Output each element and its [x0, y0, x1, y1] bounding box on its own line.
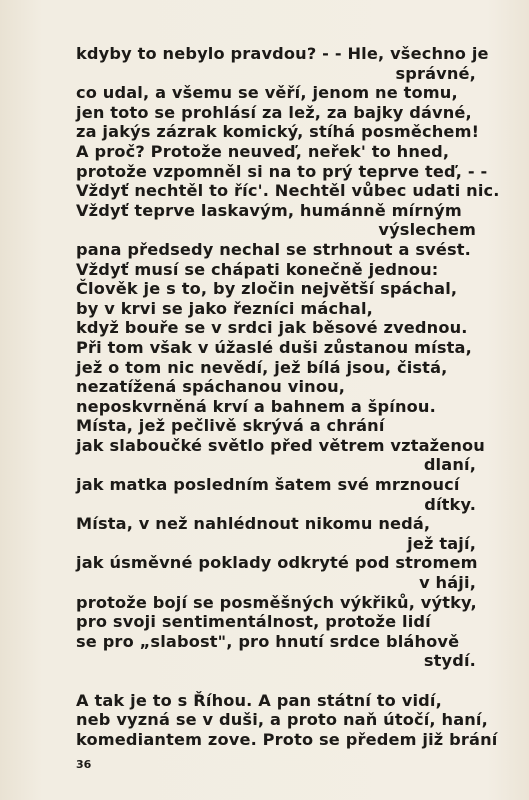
verse-line: pana předsedy nechal se strhnout a svést.: [76, 239, 471, 259]
verse-line: nezatížená spáchanou vinou,: [76, 377, 346, 397]
verse-line: pro svoji sentimentálnost, protože lidí: [76, 612, 431, 632]
stanza-2: [76, 690, 498, 750]
verse-line: Místa, jež pečlivě skrývá a chrání: [76, 416, 385, 436]
verse-line: dítky.: [424, 494, 476, 514]
verse-line: neb vyzná se v duši, a proto naň útočí, haní,: [76, 710, 488, 730]
verse-line: Člověk je s to, by zločin největší spáchal,: [76, 279, 458, 299]
verse-line: dlaní,: [423, 455, 476, 475]
verse-line: neposkvrněná krví a bahnem a špínou.: [76, 396, 436, 416]
stanza-1: [76, 44, 500, 671]
verse-line: správné,: [395, 63, 476, 83]
verse-line: Místa, v než nahlédnout nikomu nedá,: [76, 514, 431, 534]
verse-line: jež o tom nic nevědí, jež bílá jsou, čistá,: [76, 357, 448, 377]
verse-line: Vždyť teprve laskavým, humánně mírným: [76, 200, 462, 220]
verse-line: stydí.: [423, 651, 476, 671]
verse-line: Při tom však v úžaslé duši zůstanou místa,: [76, 337, 472, 357]
verse-line: Vždyť nechtěl to říc'. Nechtěl vůbec udati nic.: [76, 181, 500, 201]
page-number: 36: [76, 758, 92, 771]
verse-line: za jakýs zázrak komický, stíhá posměchem!: [76, 122, 480, 142]
verse-line: jen toto se prohlásí za lež, za bajky dávné,: [76, 102, 472, 122]
verse-line: když bouře se v srdci jak běsové zvednou.: [76, 318, 468, 338]
verse-line: protože bojí se posměšných výkřiků, výtky,: [76, 592, 477, 612]
verse-line: Vždyť musí se chápati konečně jednou:: [76, 259, 439, 279]
stanza-gap: [76, 671, 476, 691]
verse-line: jak úsměvné poklady odkryté pod stromem: [76, 553, 478, 573]
poem-text: [76, 44, 500, 749]
verse-line: se pro „slabost", pro hnutí srdce bláhově: [76, 631, 460, 651]
verse-line: kdyby to nebylo pravdou? - - Hle, všechno je: [76, 44, 489, 63]
verse-line: jak matka posledním šatem své mrznoucí: [76, 475, 460, 495]
verse-line: komediantem zove. Proto se předem již brání: [76, 729, 498, 749]
verse-line: by v krvi se jako řezníci máchal,: [76, 298, 373, 318]
verse-line: jak slaboučké světlo před větrem vztaženou: [76, 435, 485, 455]
verse-line: co udal, a všemu se věří, jenom ne tomu,: [76, 83, 458, 103]
verse-line: A proč? Protože neuveď, neřek' to hned,: [76, 141, 450, 161]
verse-line: A tak je to s Říhou. A pan státní to vidí,: [76, 690, 442, 710]
verse-line: jež tají,: [407, 533, 476, 553]
verse-line: protože vzpomněl si na to prý teprve teď, - -: [76, 161, 488, 181]
verse-line: výslechem: [378, 220, 476, 240]
verse-line: v háji,: [419, 573, 476, 593]
